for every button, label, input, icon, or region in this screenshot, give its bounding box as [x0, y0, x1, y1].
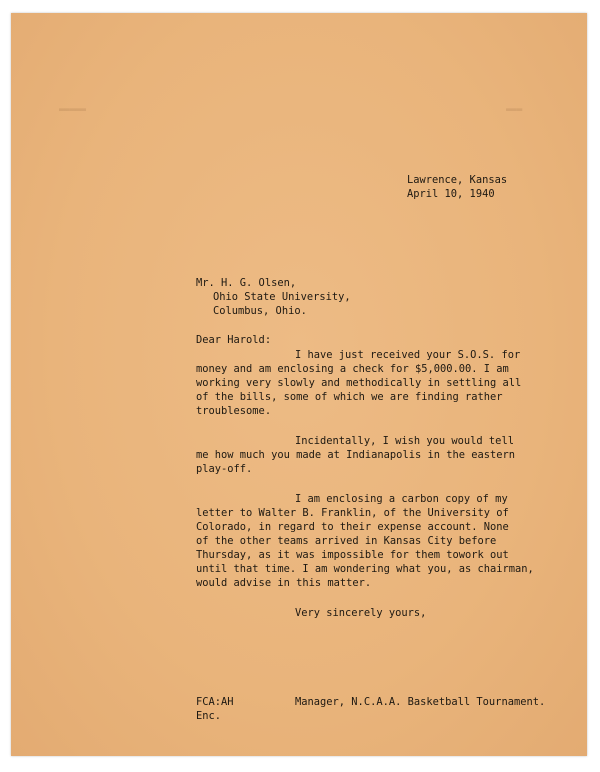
typist-initials: FCA:AH — [196, 696, 234, 708]
paragraph-3-line: I am enclosing a carbon copy of my — [295, 493, 508, 505]
paragraph-1-line: I have just received your S.O.S. for — [295, 349, 521, 361]
paragraph-3-line: would advise in this matter. — [196, 577, 372, 589]
salutation: Dear Harold: — [196, 334, 272, 346]
paragraph-3-line: of the other teams arrived in Kansas City before — [196, 535, 497, 547]
signature-title: Manager, N.C.A.A. Basketball Tournament. — [295, 696, 546, 708]
paragraph-1-line: troublesome. — [196, 405, 272, 417]
paragraph-3-line: Colorado, in regard to their expense account. None — [196, 521, 509, 533]
paragraph-2-line: Incidentally, I wish you would tell — [295, 435, 514, 447]
recipient-institution: Ohio State University, — [213, 291, 351, 303]
letter-page — [11, 13, 587, 756]
paragraph-3-line: until that time. I am wondering what you, as chairman, — [196, 563, 534, 575]
recipient-name: Mr. H. G. Olsen, — [196, 277, 297, 289]
faint-bleed-mark: ▬▬▬▬▬ — [59, 105, 87, 115]
paragraph-2-line: play-off. — [196, 463, 253, 475]
closing: Very sincerely yours, — [295, 607, 427, 619]
paragraph-3-line: letter to Walter B. Franklin, of the University of — [196, 507, 509, 519]
faint-bleed-mark: ▬▬▬ — [506, 105, 523, 115]
paragraph-1-line: money and am enclosing a check for $5,000.00. I am — [196, 363, 509, 375]
paragraph-2-line: me how much you made at Indianapolis in the eastern — [196, 449, 516, 461]
paragraph-1-line: of the bills, some of which we are finding rather — [196, 391, 503, 403]
enclosure-note: Enc. — [196, 710, 222, 722]
paragraph-3-line: Thursday, as it was impossible for them towork out — [196, 549, 509, 561]
place-line: Lawrence, Kansas — [407, 174, 508, 186]
paragraph-1-line: working very slowly and methodically in settling all — [196, 377, 522, 389]
date-line: April 10, 1940 — [407, 188, 495, 200]
recipient-city: Columbus, Ohio. — [213, 305, 307, 317]
